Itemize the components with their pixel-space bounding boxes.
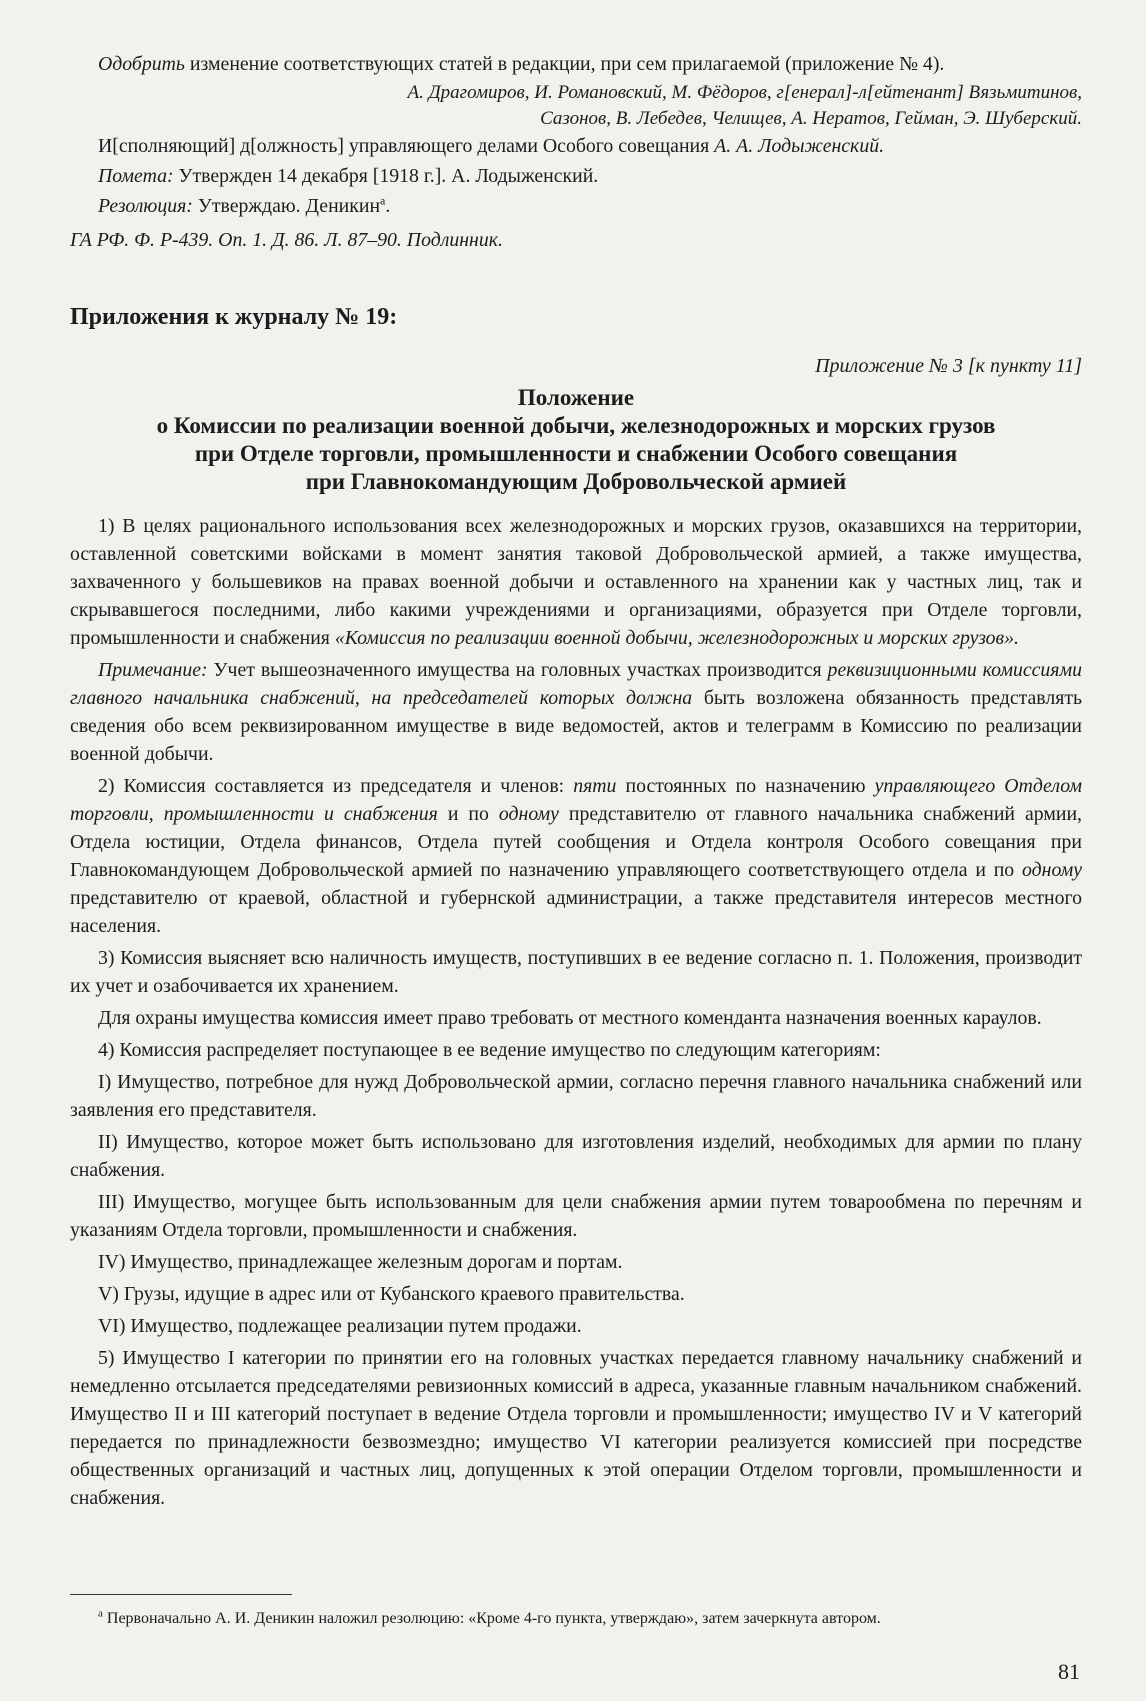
note-line — [70, 162, 1082, 190]
note-label: Помета: — [98, 165, 174, 187]
clause-text-italic: пяти — [573, 775, 617, 797]
title-line: при Главнокомандующим Добровольческой армией — [305, 469, 847, 494]
signers-line: А. Драгомиров, И. Романовский, М. Фёдоров, г[енерал]-л[ейтенант] Вязьмитинов, — [407, 82, 1082, 103]
page-number: 81 — [1058, 1659, 1080, 1684]
clause-2 — [70, 772, 1082, 940]
clause-text: Учет вышеозначенного имущества на головных участках производится — [207, 659, 828, 681]
signatories — [70, 80, 1082, 132]
title-line: при Отделе торговли, промышленности и снабжении Особого совещания — [194, 441, 958, 466]
clause-text: 1) В целях рационального использования всех железнодорожных и морских грузов, оказавшихся на территории, оставленной советскими войсками в момент занятия таковой Добровольческой армией, а также имущества, захваченного у большевиков на правах военной добычи и оставленного на хранении как у частных лиц, так и скрывавшегося последними, либо какими учреждениями и организациями, образуется при Отделе торговли, промышленности и снабжения — [70, 515, 1082, 649]
clause-text: представителю от краевой, областной и губернской администрации, а также представителя интересов местного населения. — [70, 887, 1082, 937]
approval-paragraph — [70, 50, 1082, 78]
executive-line — [70, 132, 1082, 160]
clause-text-italic: одному — [498, 803, 559, 825]
clause-5: 5) Имущество I категории по принятии его на головных участках передается главному начальнику снабжений и немедленно отсылается председателями ревизионных комиссий в адреса, указанные главным начальником снабжений. Имущество II и III категорий поступает в ведение Отдела торговли и промышленности; имущество IV и V категорий передается по принадлежности безвозмездно; имущество VI категории реализуется комиссией при посредстве общественных организаций и частных лиц, допущенных к этой операции Отделом торговли, промышленности и снабжения. — [70, 1347, 1082, 1509]
clause-text: представителю от главного начальника снабжений армии, Отдела юстиции, Отдела финансов, Отдела путей сообщения и Отдела контроля Особого совещания при Главнокомандующем Добровольческой армией по назначению управляющего соответствующего отдела и по — [70, 803, 1082, 881]
clause-text: быть возложена обязанность представлять сведения обо всем реквизированном имуществе в виде ведомостей, актов и телеграмм в Комиссию по реализации военной добычи. — [70, 687, 1082, 765]
category-5: V) Грузы, идущие в адрес или от Кубанского краевого правительства. — [98, 1283, 685, 1305]
clause-text: и по — [437, 803, 499, 825]
commission-name: «Комиссия по реализации военной добычи, железнодорожных и морских грузов». — [334, 627, 1019, 649]
title-line: Положение — [517, 385, 635, 410]
footnote-mark: а — [98, 1607, 103, 1620]
signers-line: Сазонов, В. Лебедев, Челищев, А. Нератов, Гейман, Э. Шуберский. — [540, 108, 1082, 129]
clause-4: 4) Комиссия распределяет поступающее в ее ведение имущество по следующим категориям: — [98, 1039, 881, 1061]
clause-text: постоянных по назначению — [616, 775, 875, 797]
clause-text: 2) Комиссия составляется из председателя и членов: — [98, 775, 574, 797]
approve-text: изменение соответствующих статей в редакции, при сем прилагаемой (приложение № 4). — [184, 53, 945, 75]
clause-text-italic: реквизиционными комиссиями главного начальника снабжений, на председателей которых должна — [70, 659, 1082, 709]
category-3: III) Имущество, могущее быть использованным для цели снабжения армии путем товарообмена по перечням и указаниям Отдела торговли, промышленности и снабжения. — [70, 1191, 1082, 1241]
category-6: VI) Имущество, подлежащее реализации путем продажи. — [98, 1315, 582, 1337]
category-1: I) Имущество, потребное для нужд Добровольческой армии, согласно перечня главного начальника снабжений или заявления его представителя. — [70, 1071, 1082, 1121]
resolution-line — [70, 192, 1082, 220]
footnote — [70, 1608, 1082, 1630]
appendix-number: Приложение № 3 [к пункту 11] — [815, 355, 1082, 377]
resolution-text: Утверждаю. Деникин — [192, 195, 381, 217]
clause-1 — [70, 512, 1082, 652]
category-4: IV) Имущество, принадлежащее железным дорогам и портам. — [98, 1251, 623, 1273]
title-line: о Комиссии по реализации военной добычи, железнодорожных и морских грузов — [156, 413, 996, 438]
clause-note — [70, 656, 1082, 768]
note-text: Утвержден 14 декабря [1918 г.]. А. Лодыженский. — [173, 165, 599, 187]
executive-name: А. А. Лодыженский. — [714, 135, 885, 157]
footnote-divider — [70, 1594, 292, 1595]
note-label: Примечание: — [98, 659, 208, 681]
executive-text: И[сполняющий] д[олжность] управляющего делами Особого совещания — [98, 135, 715, 157]
clause-text-italic: управляющего Отделом торговли, промышленности и снабжения — [70, 775, 1082, 825]
footnote-ref: а — [380, 193, 386, 208]
archive-reference: ГА РФ. Ф. Р-439. Оп. 1. Д. 86. Л. 87–90. Подлинник. — [70, 229, 503, 251]
resolution-label: Резолюция: — [98, 195, 193, 217]
resolution-end: . — [385, 195, 391, 217]
regulation-title — [70, 384, 1082, 496]
footnote-text: Первоначально А. И. Деникин наложил резолюцию: «Кроме 4-го пункта, утверждаю», затем зачеркнута автором. — [102, 1610, 881, 1627]
approve-verb: Одобрить — [98, 53, 185, 75]
clause-3-guard: Для охраны имущества комиссия имеет право требовать от местного коменданта назначения военных караулов. — [98, 1007, 1042, 1029]
clause-text-italic: одному — [1022, 859, 1082, 881]
section-heading: Приложения к журналу № 19: — [70, 304, 398, 330]
clause-3: 3) Комиссия выясняет всю наличность имуществ, поступивших в ее ведение согласно п. 1. Положения, производит их учет и озабочивается их хранением. — [70, 947, 1082, 997]
category-2: II) Имущество, которое может быть использовано для изготовления изделий, необходимых для армии по плану снабжения. — [70, 1131, 1082, 1181]
